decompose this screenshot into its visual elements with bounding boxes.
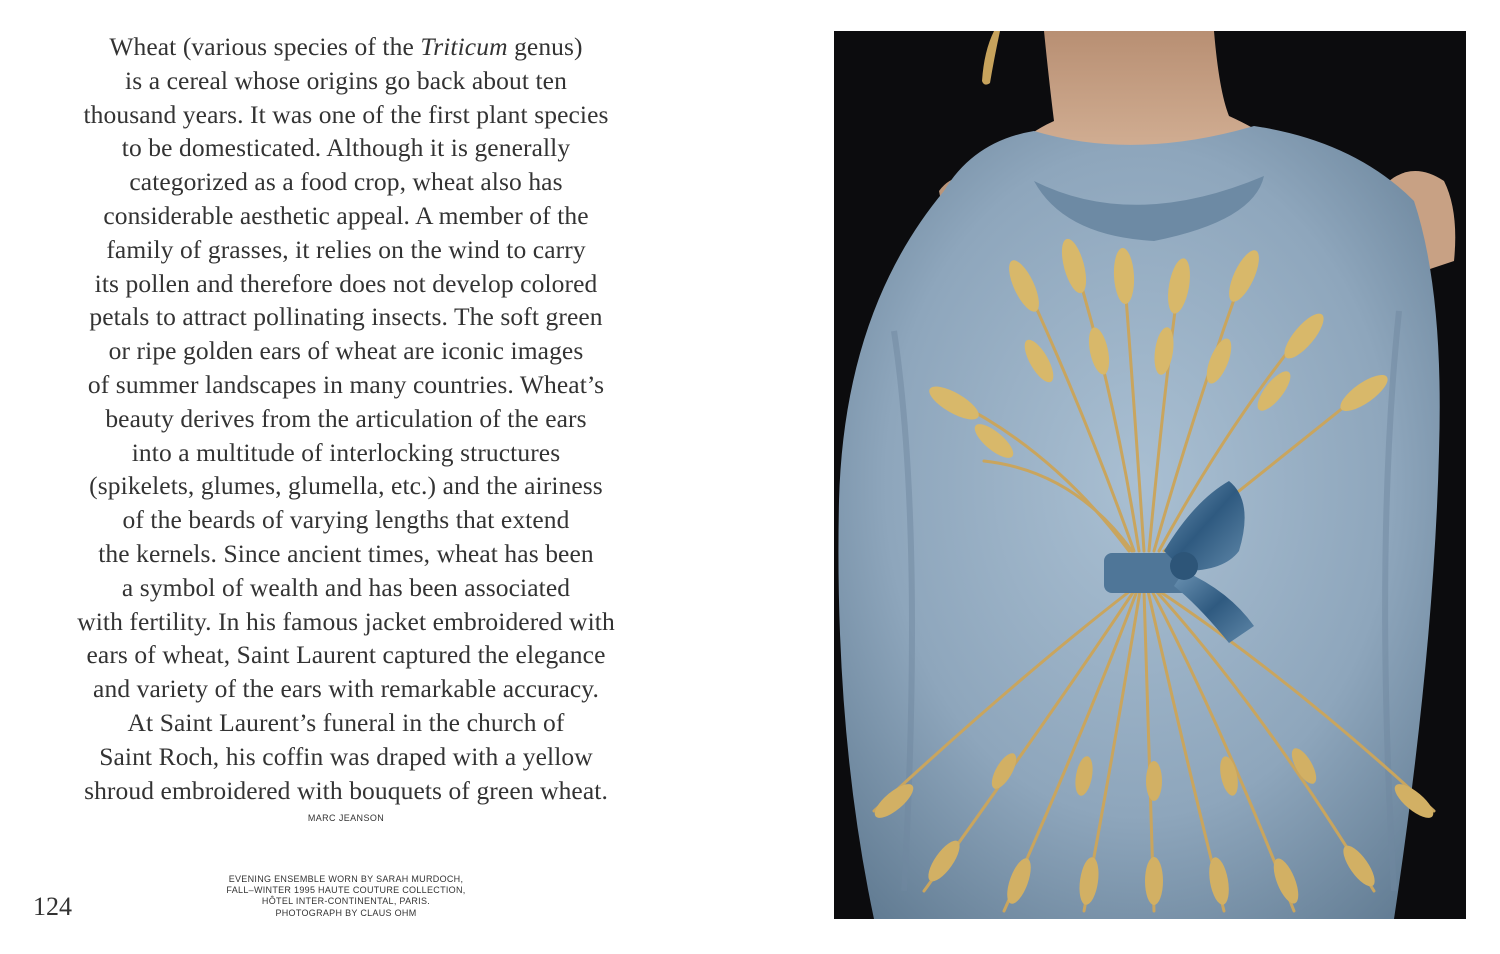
essay-line: shroud embroidered with bouquets of green wheat.	[84, 775, 608, 805]
caption-line: PHOTOGRAPH BY CLAUS OHM	[275, 907, 417, 918]
photo-caption	[196, 874, 496, 919]
caption-line: FALL–WINTER 1995 HAUTE COUTURE COLLECTION,	[226, 885, 466, 896]
essay-line: to be domesticated. Although it is generally	[121, 133, 571, 163]
left-page	[0, 0, 720, 954]
essay-line: the kernels. Since ancient times, wheat has been	[98, 538, 594, 568]
essay-line: is a cereal whose origins go back about ten	[125, 65, 567, 95]
caption-line: HÔTEL INTER-CONTINENTAL, PARIS.	[261, 896, 431, 907]
essay-line: of summer landscapes in many countries. Wheat’s	[87, 369, 605, 399]
essay-line: with fertility. In his famous jacket embroidered with	[77, 606, 615, 636]
cape	[838, 126, 1439, 919]
genus-italic: Triticum	[420, 32, 508, 61]
essay-line-1: Wheat (various species of the Triticum genus)	[109, 32, 583, 61]
wheat-cape-illustration	[834, 31, 1466, 919]
essay-line: into a multitude of interlocking structures	[131, 437, 561, 467]
essay-line: At Saint Laurent’s funeral in the church of	[127, 707, 565, 737]
essay-line: family of grasses, it relies on the wind to carry	[106, 234, 586, 264]
author-credit: MARC JEANSON	[307, 813, 385, 823]
page-number: 124	[33, 892, 72, 921]
essay-line: categorized as a food crop, wheat also has	[129, 167, 563, 197]
fashion-photograph	[834, 31, 1466, 919]
essay-line: its pollen and therefore does not develop colored	[94, 268, 598, 298]
bow-knot	[1170, 552, 1198, 580]
essay-text	[40, 30, 652, 807]
essay-line: ears of wheat, Saint Laurent captured the elegance	[86, 640, 606, 670]
essay-line: of the beards of varying lengths that extend	[122, 505, 570, 535]
essay-line: beauty derives from the articulation of the ears	[105, 403, 587, 433]
essay-line: and variety of the ears with remarkable accuracy.	[93, 674, 599, 704]
essay-line: a symbol of wealth and has been associated	[121, 572, 571, 602]
essay-line: or ripe golden ears of wheat are iconic images	[108, 336, 584, 366]
essay-line: considerable aesthetic appeal. A member of the	[103, 200, 589, 230]
caption-line: EVENING ENSEMBLE WORN BY SARAH MURDOCH,	[228, 874, 464, 884]
essay-line: (spikelets, glumes, glumella, etc.) and the airiness	[89, 471, 603, 501]
essay-line: thousand years. It was one of the first plant species	[83, 99, 609, 129]
essay-line: Saint Roch, his coffin was draped with a yellow	[99, 741, 593, 771]
essay-line: petals to attract pollinating insects. The soft green	[89, 302, 603, 332]
